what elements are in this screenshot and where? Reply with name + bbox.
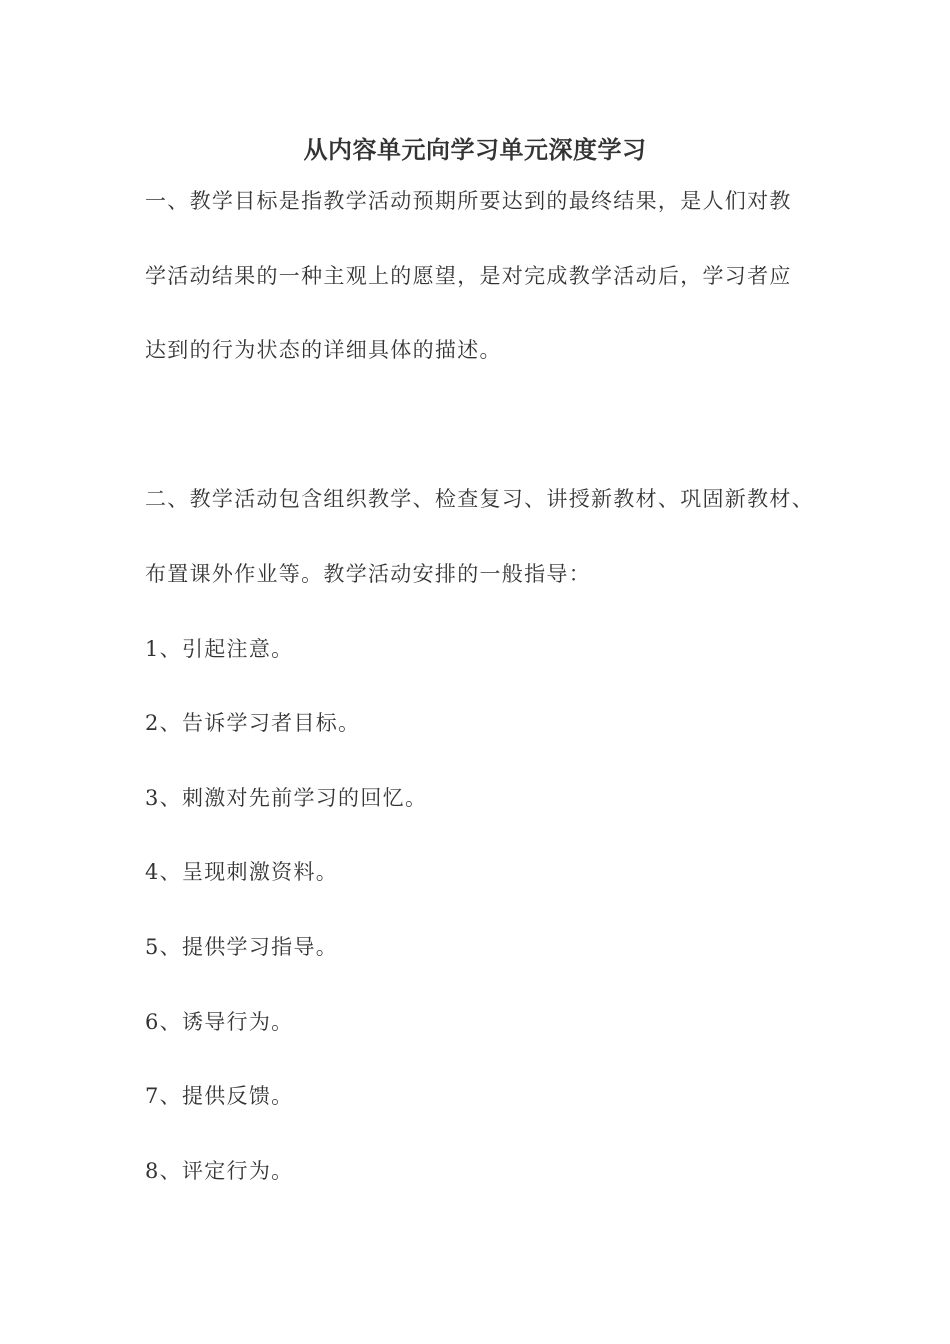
paragraph-line: 一、教学目标是指教学活动预期所要达到的最终结果，是人们对教 bbox=[145, 189, 792, 213]
list-item: 5、提供学习指导。 bbox=[145, 935, 339, 959]
list-item: 3、刺激对先前学习的回忆。 bbox=[145, 786, 428, 810]
list-item: 7、提供反馈。 bbox=[145, 1084, 294, 1108]
paragraph-line: 达到的行为状态的详细具体的描述。 bbox=[145, 338, 502, 362]
paragraph-line: 学活动结果的一种主观上的愿望，是对完成教学活动后，学习者应 bbox=[145, 264, 792, 288]
paragraph-line: 布置课外作业等。教学活动安排的一般指导： bbox=[145, 562, 591, 586]
paragraph-line: 二、教学活动包含组织教学、检查复习、讲授新教材、巩固新教材、 bbox=[145, 487, 814, 511]
list-item: 4、呈现刺激资料。 bbox=[145, 860, 339, 884]
list-item: 2、告诉学习者目标。 bbox=[145, 711, 361, 735]
list-item: 8、评定行为。 bbox=[145, 1159, 294, 1183]
list-item: 6、诱导行为。 bbox=[145, 1010, 294, 1034]
page-title: 从内容单元向学习单元深度学习 bbox=[303, 136, 647, 164]
list-item: 1、引起注意。 bbox=[145, 637, 294, 661]
